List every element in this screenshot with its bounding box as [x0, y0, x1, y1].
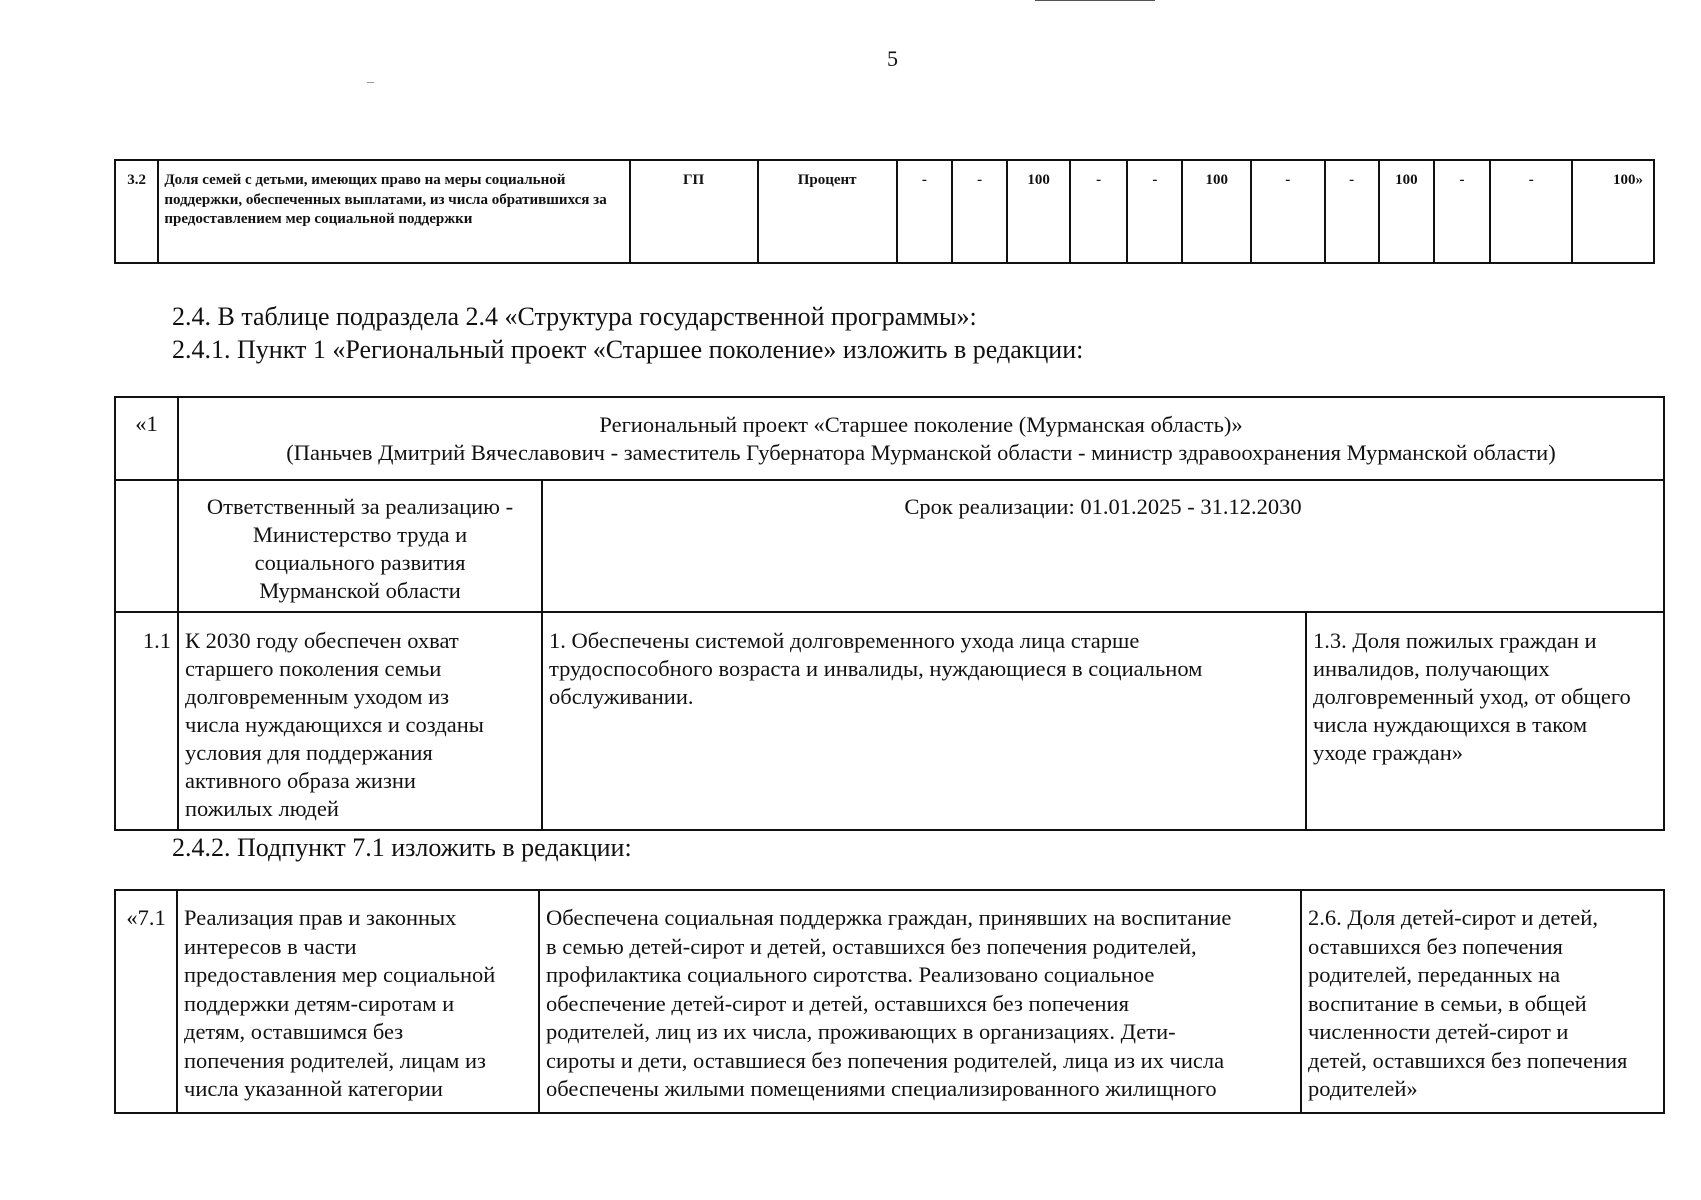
indicator-value: -	[1490, 160, 1572, 263]
indicator-value: 100	[1182, 160, 1250, 263]
indicator-value: -	[897, 160, 952, 263]
indicator-number: 3.2	[115, 160, 158, 263]
indicator-value: -	[1127, 160, 1182, 263]
subpoint-number: «7.1	[115, 890, 177, 1113]
term-cell: Срок реализации: 01.01.2025 - 31.12.2030	[542, 480, 1664, 612]
paragraph-2-4-2: 2.4.2. Подпункт 7.1 изложить в редакции:	[172, 833, 632, 862]
indicator-level: ГП	[630, 160, 758, 263]
indicator-name: Доля семей с детьми, имеющих право на меры социальной поддержки, обеспеченных выплатами, из числа обратившихся за предоставлением мер социальной поддержки	[158, 160, 629, 263]
indicator-value: -	[1434, 160, 1490, 263]
paragraph-2-4: 2.4. В таблице подраздела 2.4 «Структура государственной программы»:	[172, 302, 977, 331]
project-curator: (Паньчев Дмитрий Вячеславович - заместитель Губернатора Мурманской области - министр здравоохранения Мурманской области)	[286, 440, 1556, 465]
subpoint-effect-cell: Обеспечена социальная поддержка граждан, принявших на воспитание в семью детей-сирот и детей, оставшихся без попечения родителей, профилактика социального сиротства. Реализовано социальное обеспечение детей-сирот и детей, оставшихся без попечения родителей, лиц из их числа, проживающих в организациях. Дети- сироты и дети, оставшиеся без попечения родителей, лица из их числа обеспечены жилыми помещениями специализированного жилищного	[539, 890, 1301, 1113]
effect-cell: 1. Обеспечены системой долговременного ухода лица старше трудоспособного возраста и инвалиды, нуждающиеся в социальном обслуживании.	[542, 612, 1306, 830]
indicator-value: -	[1325, 160, 1379, 263]
indicator-table	[114, 159, 1655, 264]
indicator-value: 100	[1379, 160, 1434, 263]
indicator-value: 100»	[1572, 160, 1654, 263]
scan-top-line	[1035, 0, 1155, 1]
project-title: Региональный проект «Старшее поколение (Мурманская область)»	[599, 412, 1243, 437]
subpoint-table	[114, 889, 1665, 1114]
indicator-unit: Процент	[758, 160, 897, 263]
project-table	[114, 396, 1665, 831]
table-row	[115, 612, 1664, 830]
indicator-value: -	[952, 160, 1007, 263]
paragraph-2-4-1: 2.4.1. Пункт 1 «Региональный проект «Старшее поколение» изложить в редакции:	[172, 335, 1084, 364]
table-row	[115, 397, 1664, 480]
indicator-value: 100	[1007, 160, 1070, 263]
table-row	[115, 890, 1664, 1113]
table-row	[115, 160, 1654, 263]
indicator-value: -	[1070, 160, 1127, 263]
responsible-cell: Ответственный за реализацию - Министерство труда и социального развития Мурманской области	[178, 480, 542, 612]
subpoint-task-cell: Реализация прав и законных интересов в части предоставления мер социальной поддержки детям-сиротам и детям, оставшимся без попечения родителей, лицам из числа указанной категории	[177, 890, 539, 1113]
row-number: 1.1	[115, 612, 178, 830]
scan-mark	[367, 82, 374, 83]
project-header	[178, 397, 1664, 480]
task-cell: К 2030 году обеспечен охват старшего поколения семьи долговременным уходом из числа нуждающихся и созданы условия для поддержания активного образа жизни пожилых людей	[178, 612, 542, 830]
subpoint-indicator-cell: 2.6. Доля детей-сирот и детей, оставшихся без попечения родителей, переданных на воспитание в семьи, в общей численности детей-сирот и детей, оставшихся без попечения родителей»	[1301, 890, 1664, 1113]
project-number: «1	[115, 397, 178, 480]
table-row	[115, 480, 1664, 612]
indicator-cell: 1.3. Доля пожилых граждан и инвалидов, получающих долговременный уход, от общего числа нуждающихся в таком уходе граждан»	[1306, 612, 1664, 830]
empty-cell	[115, 480, 178, 612]
indicator-value: -	[1251, 160, 1325, 263]
page-number: 5	[887, 46, 898, 71]
